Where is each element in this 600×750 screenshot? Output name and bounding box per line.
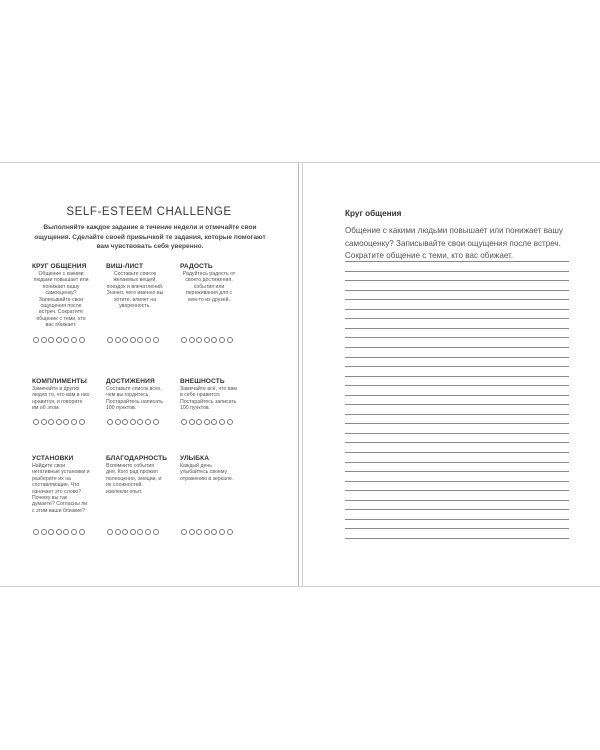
- progress-circle[interactable]: [41, 337, 47, 343]
- left-page: [0, 163, 298, 586]
- cell-text: Замечайте всё, что вам в себе нравится. Постарайтесь записать 100 пунктов.: [180, 386, 237, 412]
- progress-circles: [107, 419, 159, 425]
- writing-line: [345, 452, 569, 453]
- writing-line: [345, 395, 569, 396]
- progress-circles: [181, 419, 233, 425]
- progress-circle[interactable]: [153, 419, 159, 425]
- progress-circle[interactable]: [33, 419, 39, 425]
- progress-circle[interactable]: [219, 337, 225, 343]
- progress-circle[interactable]: [204, 419, 210, 425]
- progress-circles: [33, 419, 85, 425]
- writing-line: [345, 538, 569, 539]
- challenge-cell-gratitude: [106, 455, 178, 495]
- challenge-cell-beliefs: [32, 455, 104, 514]
- cell-text: Радуйтесь радость от своего достижения, события или переживания для с кем-то из друзей.: [182, 271, 236, 303]
- progress-circle[interactable]: [227, 337, 233, 343]
- cell-text: Замечайте в других людях то, что вам в них нравится, и говорите им об этом.: [32, 386, 90, 412]
- challenge-cell-wishlist: [106, 263, 178, 309]
- writing-line: [345, 509, 569, 510]
- progress-circle[interactable]: [227, 529, 233, 535]
- progress-circle[interactable]: [196, 419, 202, 425]
- progress-circle[interactable]: [115, 419, 121, 425]
- progress-circle[interactable]: [48, 337, 54, 343]
- writing-line: [345, 337, 569, 338]
- writing-line: [345, 385, 569, 386]
- progress-circle[interactable]: [107, 419, 113, 425]
- writing-line: [345, 318, 569, 319]
- writing-line: [345, 357, 569, 358]
- progress-circle[interactable]: [137, 337, 143, 343]
- progress-circle[interactable]: [56, 337, 62, 343]
- progress-circle[interactable]: [153, 337, 159, 343]
- progress-circle[interactable]: [204, 337, 210, 343]
- right-page: [303, 163, 600, 586]
- progress-circle[interactable]: [122, 337, 128, 343]
- writing-line: [345, 290, 569, 291]
- writing-line: [345, 261, 569, 262]
- writing-line: [345, 299, 569, 300]
- progress-circle[interactable]: [196, 529, 202, 535]
- progress-circle[interactable]: [153, 529, 159, 535]
- progress-circle[interactable]: [71, 529, 77, 535]
- writing-line: [345, 404, 569, 405]
- challenge-title: SELF-ESTEEM CHALLENGE: [66, 206, 232, 218]
- writing-line: [345, 500, 569, 501]
- writing-line: [345, 328, 569, 329]
- progress-circle[interactable]: [79, 419, 85, 425]
- progress-circle[interactable]: [227, 419, 233, 425]
- progress-circle[interactable]: [122, 529, 128, 535]
- cell-text: Найдите свои негативные установки и разберите их на составляющие. Что означает это слово? Почему вы так думаете? Согласны ли с этим ваши близкие?: [32, 463, 90, 514]
- progress-circle[interactable]: [181, 529, 187, 535]
- cell-text: Составьте список желаемых вещей, поездок и впечатлений. Значит, чего именно вы хотите, влияет на уверенность.: [106, 271, 164, 310]
- progress-circles: [181, 529, 233, 535]
- progress-circle[interactable]: [71, 337, 77, 343]
- progress-circles: [33, 529, 85, 535]
- challenge-grid: [32, 263, 272, 533]
- progress-circle[interactable]: [122, 419, 128, 425]
- progress-circle[interactable]: [56, 419, 62, 425]
- challenge-intro: Выполняйте каждое задание в течение недели и отмечайте свои ощущения. Сделайте своей привычкой те задания, которые помогают вам чувствовать себя уверенно.: [34, 224, 266, 251]
- cell-title: ВНЕШНОСТЬ: [180, 378, 225, 385]
- writing-line: [345, 462, 569, 463]
- challenge-cell-appearance: [180, 378, 252, 412]
- book-spread: [0, 162, 600, 587]
- progress-circle[interactable]: [196, 337, 202, 343]
- progress-circle[interactable]: [79, 337, 85, 343]
- cell-title: БЛАГОДАРНОСТЬ: [106, 455, 168, 462]
- progress-circle[interactable]: [211, 419, 217, 425]
- writing-line: [345, 471, 569, 472]
- journal-title: Круг общения: [345, 209, 402, 218]
- progress-circle[interactable]: [48, 529, 54, 535]
- journal-prompt: Общение с какими людьми повышает или понижает вашу самооценку? Записывайте свои ощущения после встреч. Сократите общение с теми, кто вас обижает.: [345, 226, 563, 261]
- writing-line: [345, 271, 569, 272]
- writing-line: [345, 347, 569, 348]
- progress-circle[interactable]: [130, 529, 136, 535]
- progress-circle[interactable]: [33, 337, 39, 343]
- progress-circle[interactable]: [48, 419, 54, 425]
- challenge-cell-compliments: [32, 378, 104, 412]
- cell-text: Каждый день улыбайтесь своему отражению в зеркале.: [180, 463, 234, 482]
- progress-circle[interactable]: [115, 337, 121, 343]
- challenge-cell-achievements: [106, 378, 178, 412]
- progress-circle[interactable]: [107, 337, 113, 343]
- cell-text: Общение с какими людьми повышает или понижает вашу самооценку? Записывайте свои ощущения после встреч. Сократите общение с теми, кто вас обижает.: [33, 271, 89, 329]
- progress-circle[interactable]: [137, 419, 143, 425]
- progress-circle[interactable]: [219, 419, 225, 425]
- progress-circle[interactable]: [181, 419, 187, 425]
- progress-circle[interactable]: [41, 419, 47, 425]
- cell-title: УСТАНОВКИ: [32, 455, 74, 462]
- progress-circle[interactable]: [71, 419, 77, 425]
- challenge-cell-smile: [180, 455, 252, 482]
- progress-circle[interactable]: [145, 419, 151, 425]
- progress-circle[interactable]: [130, 337, 136, 343]
- writing-line: [345, 481, 569, 482]
- progress-circle[interactable]: [107, 529, 113, 535]
- writing-line: [345, 309, 569, 310]
- progress-circle[interactable]: [204, 529, 210, 535]
- cell-text: Вспомните события дня. Кого рад прожил полноценно, эмоции, и их сложностей извлекли опыт.: [106, 463, 162, 495]
- progress-circle[interactable]: [63, 529, 69, 535]
- challenge-cell-circle: [32, 263, 104, 329]
- progress-circle[interactable]: [211, 337, 217, 343]
- progress-circle[interactable]: [145, 529, 151, 535]
- progress-circle[interactable]: [137, 529, 143, 535]
- progress-circle[interactable]: [145, 337, 151, 343]
- progress-circle[interactable]: [33, 529, 39, 535]
- writing-line: [345, 519, 569, 520]
- writing-line: [345, 414, 569, 415]
- writing-line: [345, 433, 569, 434]
- writing-line: [345, 490, 569, 491]
- progress-circle[interactable]: [63, 337, 69, 343]
- cell-title: ВИШ-ЛИСТ: [106, 263, 144, 270]
- challenge-cell-joy: [180, 263, 252, 303]
- cell-title: ДОСТИЖЕНИЯ: [106, 378, 155, 385]
- progress-circles: [107, 529, 159, 535]
- progress-circle[interactable]: [79, 529, 85, 535]
- writing-line: [345, 366, 569, 367]
- progress-circles: [33, 337, 85, 343]
- cell-text: Составьте список всех, чем вы гордитесь. Постарайтесь написать 100 пунктов.: [106, 386, 163, 412]
- writing-line: [345, 280, 569, 281]
- cell-title: КРУГ ОБЩЕНИЯ: [32, 263, 87, 270]
- writing-line: [345, 528, 569, 529]
- progress-circle[interactable]: [41, 529, 47, 535]
- progress-circles: [107, 337, 159, 343]
- writing-line: [345, 376, 569, 377]
- cell-title: РАДОСТЬ: [180, 263, 213, 270]
- progress-circle[interactable]: [189, 529, 195, 535]
- progress-circle[interactable]: [219, 529, 225, 535]
- progress-circle[interactable]: [115, 529, 121, 535]
- progress-circle[interactable]: [56, 529, 62, 535]
- progress-circle[interactable]: [189, 337, 195, 343]
- progress-circle[interactable]: [130, 419, 136, 425]
- cell-title: КОМПЛИМЕНТЫ: [32, 378, 87, 385]
- cell-title: УЛЫБКА: [180, 455, 210, 462]
- progress-circle[interactable]: [189, 419, 195, 425]
- progress-circle[interactable]: [211, 529, 217, 535]
- progress-circle[interactable]: [63, 419, 69, 425]
- writing-line: [345, 423, 569, 424]
- page-gutter: [298, 163, 299, 586]
- progress-circle[interactable]: [181, 337, 187, 343]
- progress-circles: [181, 337, 233, 343]
- writing-line: [345, 442, 569, 443]
